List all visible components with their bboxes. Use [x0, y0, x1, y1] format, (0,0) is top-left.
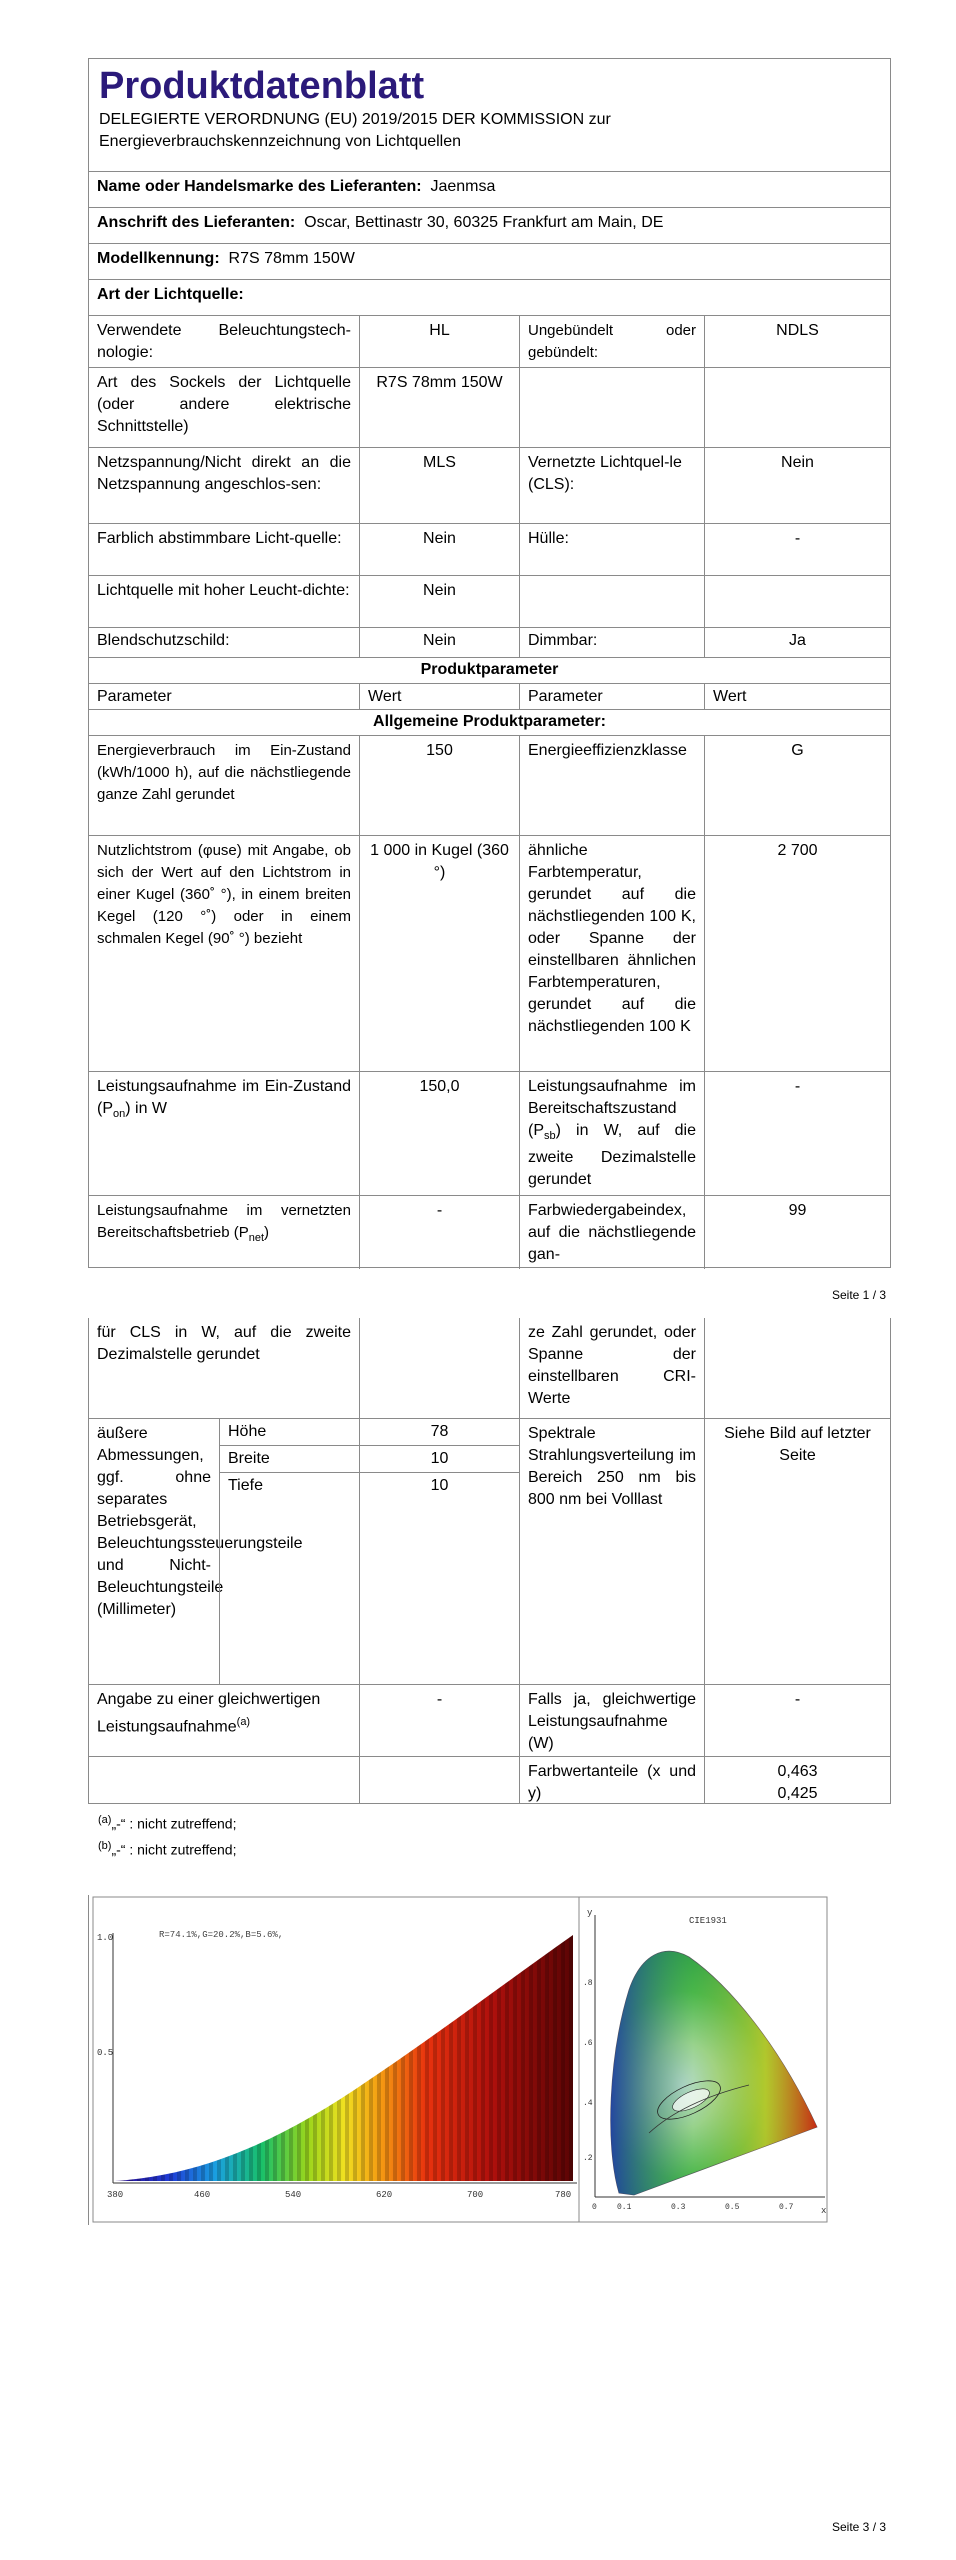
cie-xtick-07: 0.7	[779, 2203, 794, 2212]
dimmable-value: Ja	[704, 628, 890, 657]
mains-value: MLS	[359, 448, 519, 523]
page-1-footer: Seite 1 / 3	[832, 1288, 887, 1302]
high-luminance-value: Nein	[359, 576, 519, 627]
general-params-header	[89, 709, 890, 735]
cct-label: ähnliche Farbtemperatur, gerundet auf die nächstliegenden 100 K, oder Spanne der einstellbaren ähnlichen Farbtemperaturen, gerundet auf die nächstliegenden 100 K	[519, 836, 704, 1071]
bundled-label: Ungebündelt oder gebündelt:	[519, 316, 704, 367]
psb-label: Leistungsaufnahme im Bereitschaftszustand $(P_{sb})$ in W, auf die zweite Dezimalstelle gerundet	[519, 1072, 704, 1195]
flux-value: 1 000 in Kugel (360 °)	[359, 836, 519, 1071]
technology-value: HL	[359, 316, 519, 367]
col-param-1: Parameter	[97, 688, 172, 705]
mains-row	[89, 447, 890, 523]
cie-ytick-02: .2	[583, 2154, 593, 2163]
height-label: Höhe	[220, 1419, 359, 1446]
equivalent-row	[89, 1684, 890, 1756]
equivalent-power-label: Falls ja, gleichwertige Leistungsaufnahme (W)	[519, 1685, 704, 1756]
cls-label: Vernetzte Lichtquel-le (CLS):	[519, 448, 704, 523]
glare-shield-row	[89, 627, 890, 657]
tunable-value: Nein	[359, 524, 519, 575]
model-value: R7S 78mm 150W	[228, 250, 355, 267]
cct-value: 2 700	[704, 836, 890, 1071]
supplier-address-value: Oscar, Bettinastr 30, 60325 Frankfurt am Main, DE	[304, 214, 664, 231]
spectrum-xtick-540: 540	[285, 2190, 302, 2200]
continuation-table	[88, 1318, 891, 1804]
equivalent-power-value: -	[704, 1685, 890, 1756]
dimensions-label: äußere Abmessungen, ggf. ohne separates Betriebsgerät, Beleuchtungssteuerungsteile und Nicht-Beleuchtungsteile (Millimeter)	[97, 1425, 303, 1618]
pon-value: 150,0	[359, 1072, 519, 1195]
product-params-header	[89, 657, 890, 683]
product-params-title: Produktparameter	[420, 661, 559, 678]
cri-continued: ze Zahl gerundet, oder Spanne der einstellbaren CRI-Werte	[519, 1318, 704, 1418]
spectrum-xtick-460: 460	[194, 2190, 211, 2200]
regulation-line-1: DELEGIERTE VERORDNUNG (EU) 2019/2015 DER KOMMISSION zur	[99, 111, 611, 128]
flux-row	[89, 835, 890, 1071]
supplier-name-row	[89, 171, 890, 207]
energy-class-label: Energieeffizienzklasse	[519, 736, 704, 835]
pon-label: Leistungsaufnahme im Ein-Zustand $(P_{on})$ in W	[97, 1078, 351, 1121]
envelope-value: -	[704, 524, 890, 575]
cie-y-axis: y	[587, 1908, 593, 1918]
col-value-2: Wert	[704, 684, 890, 709]
cie-xtick-0: 0	[592, 2203, 597, 2212]
width-value: 10	[360, 1446, 519, 1473]
cri-value: 99	[704, 1196, 890, 1269]
chromaticity-x: 0,463	[777, 1763, 818, 1780]
chromaticity-y: 0,425	[777, 1785, 818, 1802]
energy-label: Energieverbrauch im Ein-Zustand (kWh/1000 h), auf die nächstliegende ganze Zahl gerundet	[97, 742, 351, 803]
tunable-label: Farblich abstimmbare Licht-quelle:	[97, 530, 342, 547]
spd-label: Spektrale Strahlungsverteilung im Bereich 250 nm bis 800 nm bei Volllast	[519, 1419, 704, 1684]
spectrum-annotation: R=74.1%,G=20.2%,B=5.6%,	[159, 1930, 284, 1940]
datasheet-table	[88, 58, 891, 1268]
lightsource-type-row	[89, 279, 890, 315]
supplier-address-label: Anschrift des Lieferanten:	[97, 214, 296, 231]
model-row	[89, 243, 890, 279]
tunable-row	[89, 523, 890, 575]
page-3-footer: Seite 3 / 3	[832, 2520, 887, 2534]
technology-label: Verwendete Beleuchtungstech-nologie:	[97, 322, 351, 361]
equivalent-label: Angabe zu einer gleichwertigen Leistungsaufnahme$^{(a)}$	[97, 1691, 321, 1736]
high-luminance-label: Lichtquelle mit hoher Leucht-dichte:	[97, 582, 350, 599]
cie-ytick-08: .8	[583, 1979, 593, 1988]
mains-label: Netzspannung/Nicht direkt an die Netzspannung angeschlos-sen:	[97, 454, 351, 493]
cie-ytick-04: .4	[583, 2099, 593, 2108]
depth-value: 10	[430, 1477, 449, 1494]
cie-ytick-06: .6	[583, 2039, 593, 2048]
supplier-address-row	[89, 207, 890, 243]
spectrum-xtick-700: 700	[467, 2190, 484, 2200]
cie-x-axis: x	[821, 2206, 827, 2216]
socket-row	[89, 367, 890, 447]
glare-shield-value: Nein	[359, 628, 519, 657]
spectrum-figure	[88, 1895, 830, 2225]
general-params-title: Allgemeine Produktparameter:	[373, 713, 606, 730]
spectrum-xtick-620: 620	[376, 2190, 393, 2200]
socket-value: R7S 78mm 150W	[359, 368, 519, 447]
footnote-b: $^{(b)}$„-“ : nicht zutreffend;	[98, 1840, 237, 1858]
continuation-row-1	[89, 1318, 890, 1418]
model-label: Modellkennung:	[97, 250, 220, 267]
energy-row	[89, 735, 890, 835]
socket-label: Art des Sockels der Lichtquelle (oder andere elektrische Schnittstelle)	[97, 374, 351, 435]
spectrum-ytick-1: 1.0	[97, 1933, 114, 1943]
spd-value: Siehe Bild auf letzter Seite	[704, 1419, 890, 1684]
spectrum-ytick-2: 0.5	[97, 2048, 114, 2058]
flux-label: Nutzlichtstrom (φuse) mit Angabe, ob sich der Wert auf den Lichtstrom in einer Kugel (360˚ °), in einem breiten Kegel (120 °˚) oder in einem schmalen Kegel (90˚ °) bezieht	[97, 842, 351, 947]
bundled-value: NDLS	[704, 316, 890, 367]
technology-row	[89, 315, 890, 367]
pnet-value: -	[359, 1196, 519, 1269]
lightsource-type-label: Art der Lichtquelle:	[97, 286, 244, 303]
params-column-header	[89, 683, 890, 709]
pon-row	[89, 1071, 890, 1195]
height-value: 78	[360, 1419, 519, 1446]
regulation-line-2: Energieverbrauchskennzeichnung von Lichtquellen	[99, 133, 462, 150]
pnet-row	[89, 1195, 890, 1269]
cie-xtick-03: 0.3	[671, 2203, 686, 2212]
chromaticity-label: Farbwertanteile (x und y)	[519, 1757, 704, 1804]
col-param-2: Parameter	[519, 684, 704, 709]
cie-xtick-05: 0.5	[725, 2203, 740, 2212]
supplier-name-label: Name oder Handelsmarke des Lieferanten:	[97, 178, 422, 195]
chromaticity-row	[89, 1756, 890, 1804]
col-value-1: Wert	[359, 684, 519, 709]
equivalent-value: -	[359, 1685, 519, 1756]
energy-value: 150	[359, 736, 519, 835]
depth-label: Tiefe	[228, 1477, 263, 1494]
spectrum-xtick-380: 380	[107, 2190, 124, 2200]
psb-value: -	[704, 1072, 890, 1195]
spectrum-svg	[89, 1895, 831, 2225]
energy-class-value: G	[704, 736, 890, 835]
width-label: Breite	[220, 1446, 359, 1473]
cie-xtick-01: 0.1	[617, 2203, 632, 2212]
dimensions-row	[89, 1418, 890, 1684]
pnet-label: Leistungsaufnahme im vernetzten Bereitschaftsbetrieb $(P_{net})$	[97, 1202, 351, 1244]
spectrum-xtick-780: 780	[555, 2190, 572, 2200]
cls-value: Nein	[704, 448, 890, 523]
header-block	[89, 59, 890, 171]
cri-label: Farbwiedergabeindex, auf die nächstliegende gan-	[519, 1196, 704, 1269]
dimmable-label: Dimmbar:	[519, 628, 704, 657]
footnote-a: $^{(a)}$„-“ : nicht zutreffend;	[98, 1814, 237, 1832]
page-title: Produktdatenblatt	[99, 65, 425, 107]
pnet-continued: für CLS in W, auf die zweite Dezimalstelle gerundet	[97, 1324, 351, 1363]
supplier-name-value: Jaenmsa	[430, 178, 496, 195]
glare-shield-label: Blendschutzschild:	[97, 632, 230, 649]
envelope-label: Hülle:	[519, 524, 704, 575]
high-luminance-row	[89, 575, 890, 627]
cie-title: CIE1931	[689, 1916, 727, 1926]
